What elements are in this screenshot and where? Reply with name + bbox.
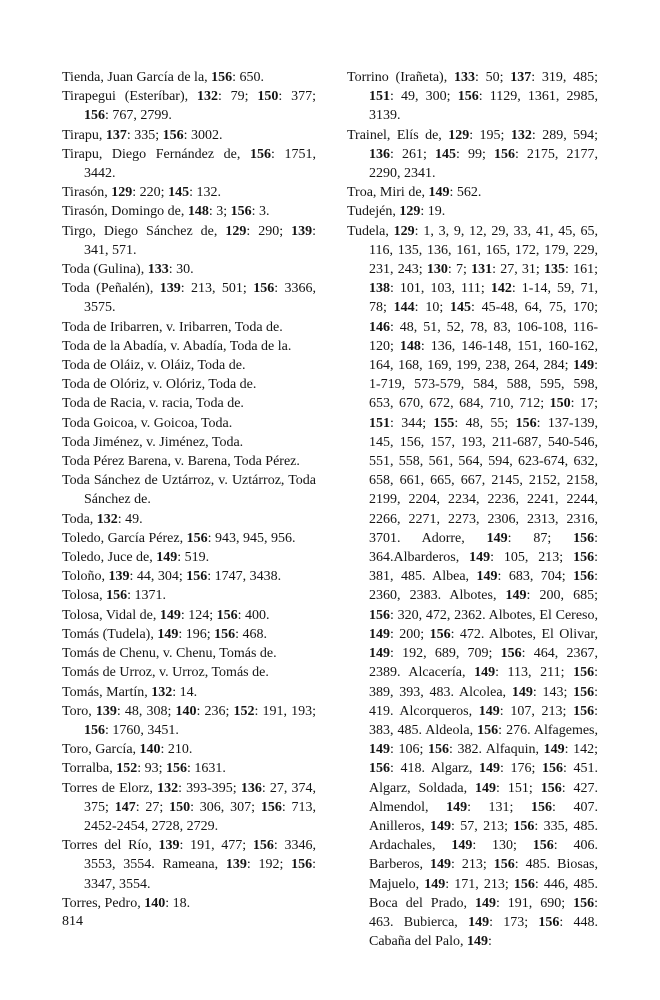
- index-entry: Tudején, 129: 19.: [347, 204, 446, 220]
- index-entry: Toda Jiménez, v. Jiménez, Toda.: [62, 434, 244, 450]
- index-entry: Trainel, Elís de, 129: 195; 132: 289, 594; 136: 261; 145: 99; 156: 2175, 2177, 2290, 2341.: [347, 127, 599, 182]
- index-entry: Torres del Río, 139: 191, 477; 156: 3346, 3553, 3554. Rameana, 139: 192; 156: 3347, 3554.: [62, 838, 316, 892]
- index-entry: Toda (Gulina), 133: 30.: [62, 262, 194, 278]
- index-entry: Tirasón, 129: 220; 145: 132.: [62, 185, 221, 201]
- index-entry: Toda Sánchez de Uztárroz, v. Uztárroz, Toda Sánchez de.: [62, 473, 316, 508]
- index-entry: Tudela, 129: 1, 3, 9, 12, 29, 33, 41, 45, 65, 116, 135, 136, 161, 165, 172, 179, 229, 231, 243; 130: 7; 131: 27, 31; 135: 161; 138: 101, 103, 111; 142: 1-14, 59, 71, 78; 144: 10; 145: 45-48, 64, 75, 170; 146: 48, 51, 52, 78, 83, 106-108, 116-120; 148: 136, 146-148, 151, 160-162, 164, 168, 169, 199, 238, 264, 284; 149: 1-719, 573-579, 584, 588, 595, 598, 653, 670, 672, 684, 710, 712; 150: 17; 151: 344; 155: 48, 55; 156: 137-139, 145, 156, 157, 193, 211-687, 540-546, 551, 558, 561, 564, 594, 623-674, 632, 658, 661, 665, 667, 2145, 2152, 2158, 2199, 2204, 2234, 2236, 2241, 2244, 2266, 2271, 2273, 2306, 2313, 2316, 3701. Adorre, 149: 87; 156: 364.Albarderos, 149: 105, 213; 156: 381, 485. Albea, 149: 683, 704; 156: 2360, 2383. Albotes, 149: 200, 685; 156: 320, 472, 2362. Albotes, El Cereso, 149: 200; 156: 472. Albotes, El Olivar, 149: 192, 689, 709; 156: 464, 2367, 2389. Alcacería, 149: 113, 211; 156: 389, 393, 483. Alcolea, 149: 143; 156: 419. Alcorqueros, 149: 107, 213; 156: 383, 485. Aldeola, 156: 276. Alfagemes, 149: 106; 156: 382. Alfaquin, 149: 142; 156: 418. Algarz, 149: 176; 156: 451. Algarz, Soldada, 149: 151; 156: 427. Almendol, 149: 131; 156: 407. Anilleros, 149: 57, 213; 156: 335, 485. Ardachales, 149: 130; 156: 406. Barberos, 149: 213; 156: 485. Biosas, Majuelo, 149: 171, 213; 156: 446, 485. Boca del Prado, 149: 191, 690; 156: 463. Bubierca, 149: 173; 156: 448. Cabaña del Palo, 149:: [347, 223, 599, 950]
- index-entry: Toda, 132: 49.: [62, 511, 143, 527]
- index-entry: Toda de Iribarren, v. Iribarren, Toda de.: [62, 319, 283, 335]
- index-entry: Toledo, Juce de, 149: 519.: [62, 550, 210, 566]
- index-entry: Toda de Olóriz, v. Olóriz, Toda de.: [62, 377, 257, 393]
- index-entry: Tirgo, Diego Sánchez de, 129: 290; 139: 341, 571.: [62, 223, 316, 258]
- index-entry: Toda Goicoa, v. Goicoa, Toda.: [62, 415, 233, 431]
- index-entry: Toloño, 139: 44, 304; 156: 1747, 3438.: [62, 569, 282, 585]
- index-entry: Tirapegui (Esteríbar), 132: 79; 150: 377; 156: 767, 2799.: [62, 89, 316, 124]
- index-entry: Torralba, 152: 93; 156: 1631.: [62, 761, 226, 777]
- index-entry: Toda (Peñalén), 139: 213, 501; 156: 3366, 3575.: [62, 281, 317, 316]
- index-entry: Tomás de Chenu, v. Chenu, Tomás de.: [62, 646, 277, 662]
- index-entry: Tienda, Juan García de la, 156: 650.: [62, 70, 265, 85]
- index-entry: Tomás, Martín, 132: 14.: [62, 684, 198, 700]
- index-entry: Toda de Racia, v. racia, Toda de.: [62, 396, 244, 412]
- index-entry: Toledo, García Pérez, 156: 943, 945, 956.: [62, 530, 296, 546]
- index-entry: Toda Pérez Barena, v. Barena, Toda Pérez.: [62, 454, 300, 470]
- index-entry: Torres de Elorz, 132: 393-395; 136: 27, 374, 375; 147: 27; 150: 306, 307; 156: 713, 2452-2454, 2728, 2729.: [62, 780, 317, 834]
- index-entry: Tirapu, 137: 335; 156: 3002.: [62, 127, 223, 143]
- index-entry: Toro, García, 140: 210.: [62, 742, 193, 758]
- index-entry: Tomás de Urroz, v. Urroz, Tomás de.: [62, 665, 269, 681]
- index-entry: Toda de la Abadía, v. Abadía, Toda de la.: [62, 338, 292, 354]
- index-entry: Tirasón, Domingo de, 148: 3; 156: 3.: [62, 204, 270, 220]
- index-entry: Tirapu, Diego Fernández de, 156: 1751, 3442.: [62, 146, 316, 182]
- index-column-left: [62, 68, 316, 913]
- index-column-right: [347, 68, 598, 951]
- index-entry: Torres, Pedro, 140: 18.: [62, 895, 191, 911]
- index-entry: Tolosa, 156: 1371.: [62, 588, 167, 604]
- index-entry: Toda de Oláiz, v. Oláiz, Toda de.: [62, 358, 246, 374]
- index-entry: Troa, Miri de, 149: 562.: [347, 185, 482, 201]
- page-number: 814: [62, 914, 83, 929]
- index-entry: Toro, 139: 48, 308; 140: 236; 152: 191, 193; 156: 1760, 3451.: [62, 703, 317, 738]
- index-entry: Tolosa, Vidal de, 149: 124; 156: 400.: [62, 607, 270, 623]
- index-entry: Torrino (Irañeta), 133: 50; 137: 319, 485; 151: 49, 300; 156: 1129, 1361, 2985, 3139.: [347, 70, 599, 124]
- index-entry: Tomás (Tudela), 149: 196; 156: 468.: [62, 626, 267, 642]
